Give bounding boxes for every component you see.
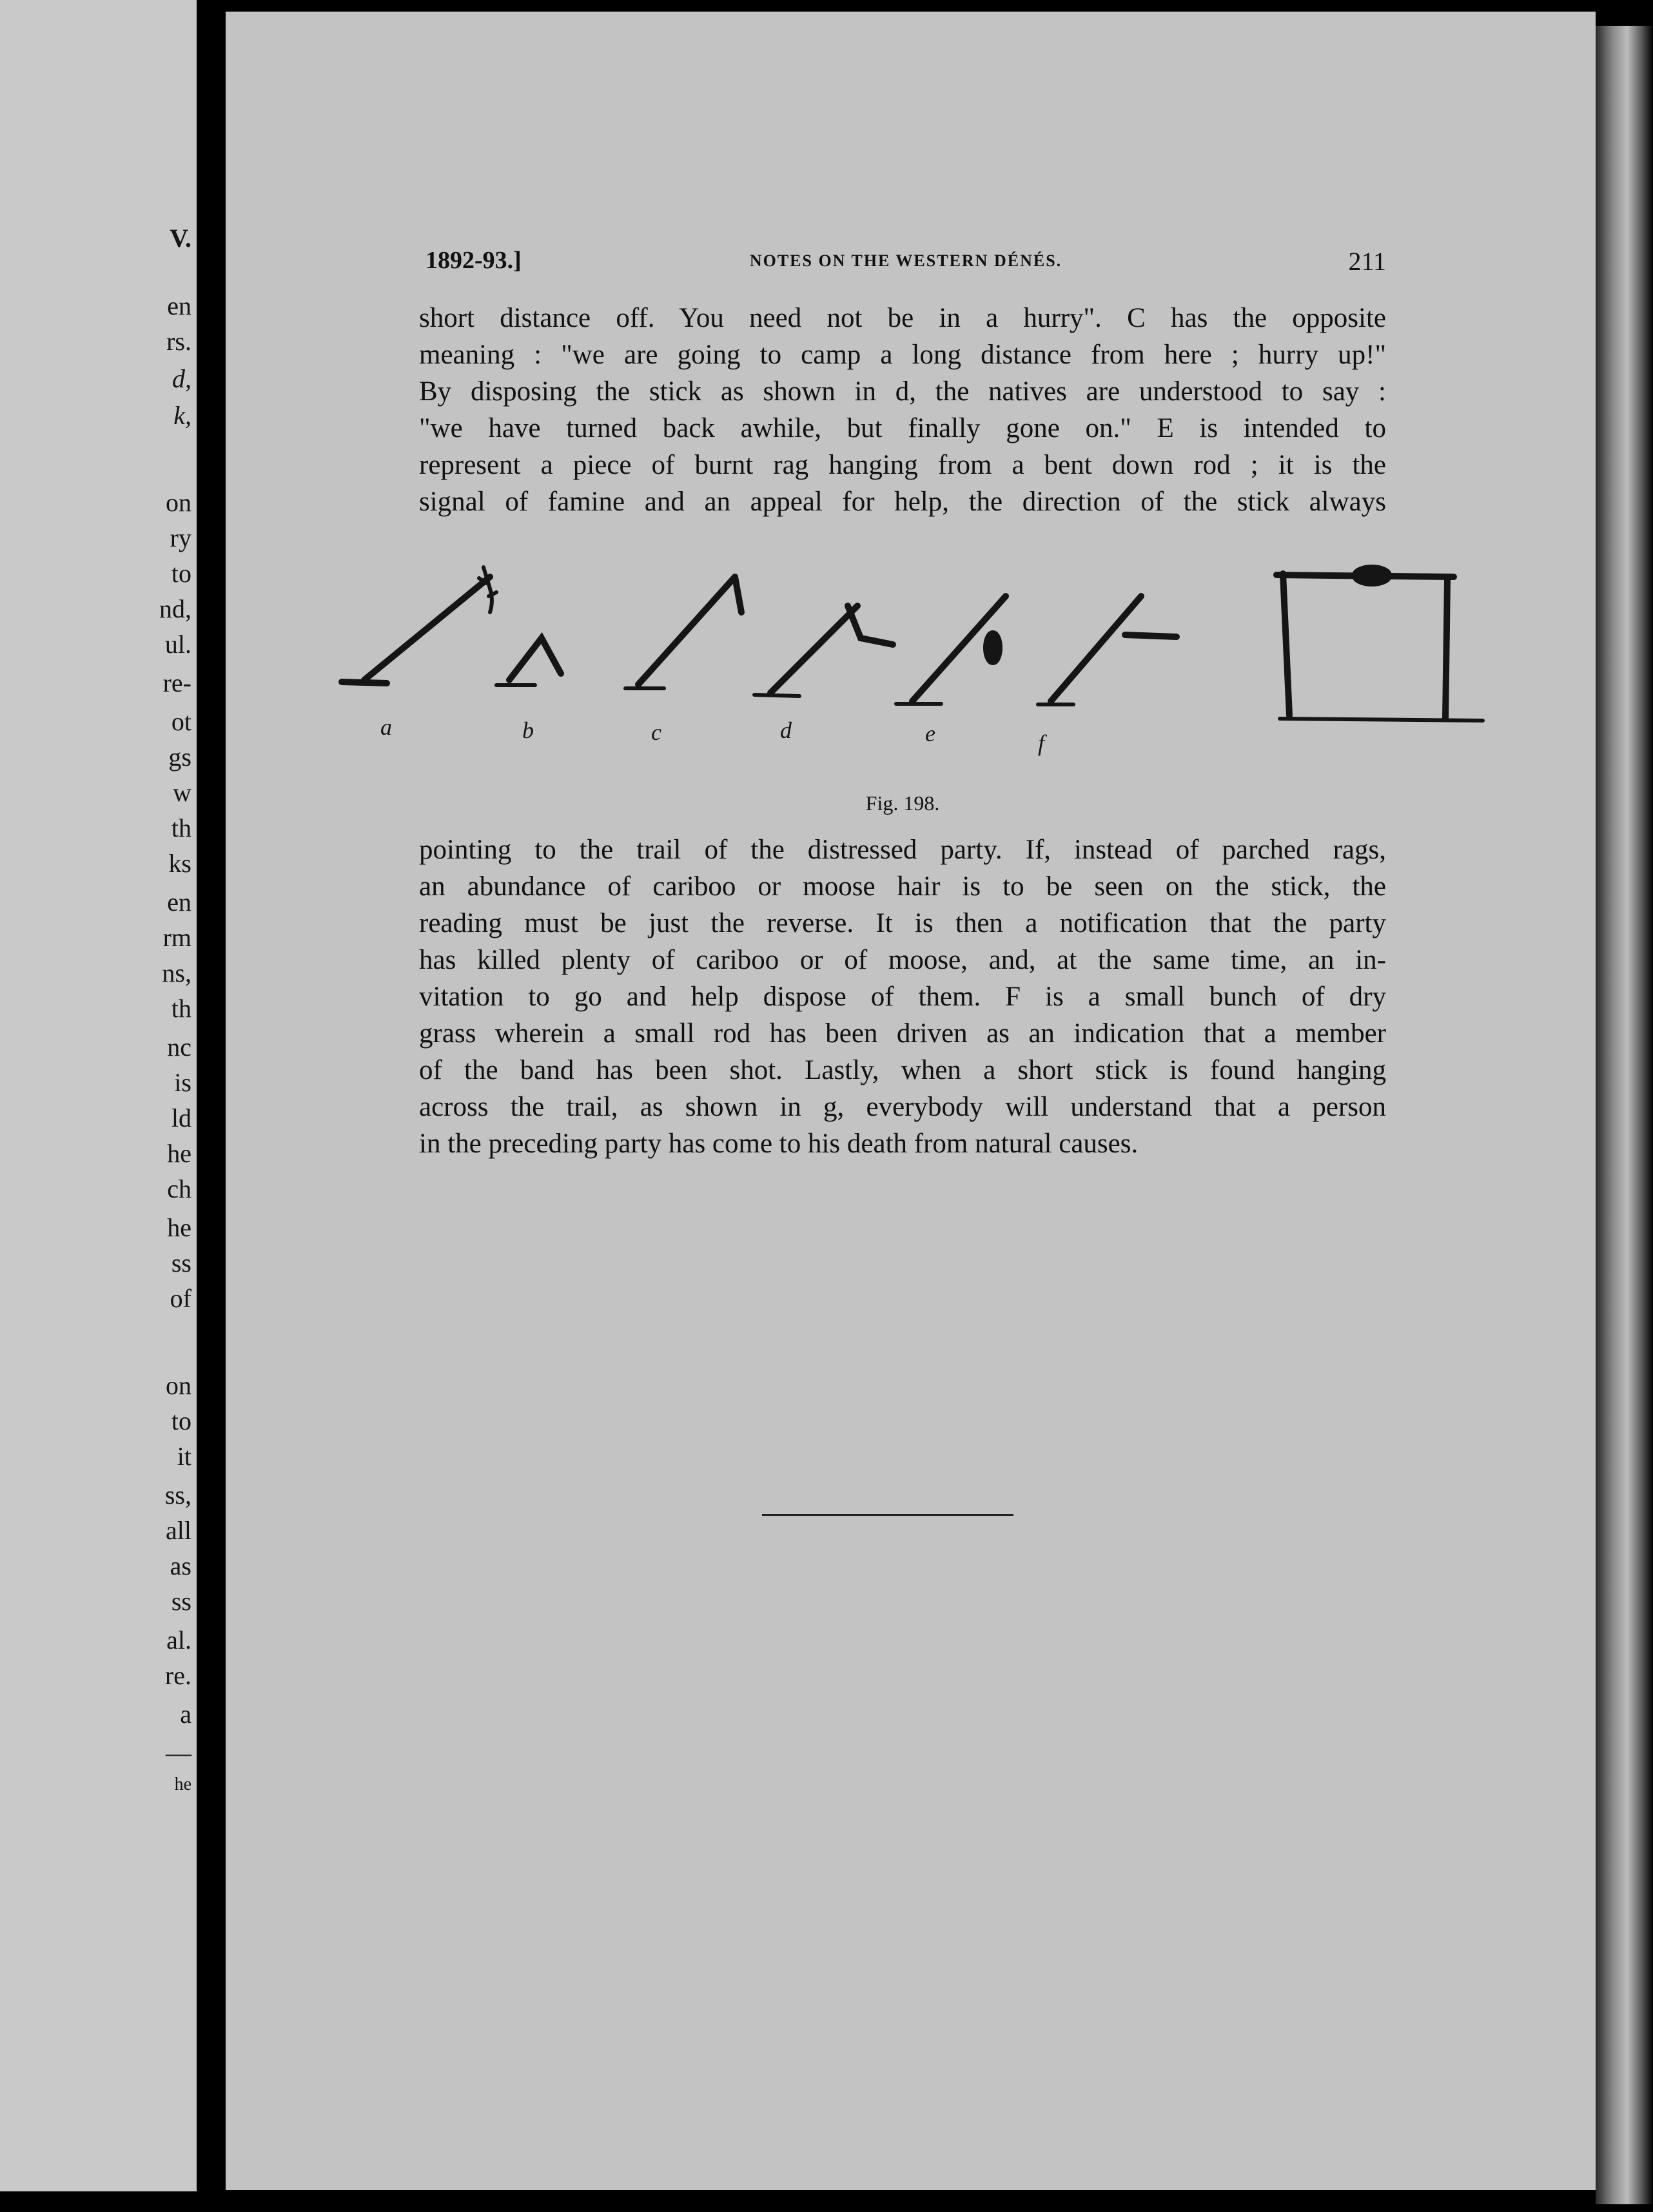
text-line: "we have turned back awhile, but finally gone on." E is intended to <box>419 413 1386 443</box>
left-page-fragment: en <box>167 888 191 917</box>
figure-label-d: d <box>780 717 792 743</box>
left-page-fragment: ry <box>170 523 191 552</box>
left-page-fragment: ld <box>171 1103 191 1132</box>
left-page-fragment: ss <box>171 1248 191 1277</box>
left-page-fragment: ns, <box>162 958 191 987</box>
left-page-fragment: nd, <box>159 594 191 623</box>
left-page-fragment: al. <box>166 1625 191 1654</box>
left-page-fragment: to <box>171 1406 191 1435</box>
left-page-fragment: he <box>167 1213 191 1242</box>
left-page-fragment: V. <box>170 224 191 253</box>
stick-sign-b <box>496 638 561 685</box>
text-line: represent a piece of burnt rag hanging from a bent down rod ; it is the <box>419 450 1386 480</box>
left-page-fragment: ul. <box>164 630 191 659</box>
header-title: NOTES ON THE WESTERN DÉNÉS. <box>749 251 1062 270</box>
text-line: in the preceding party has come to his death from natural causes. <box>419 1129 1139 1159</box>
figure-198 <box>322 535 1509 793</box>
stick-sign-e <box>896 596 1006 704</box>
left-page-fragment: re- <box>162 668 191 697</box>
stick-sign-d <box>754 606 893 696</box>
running-header <box>425 244 1386 282</box>
text-line: reading must be just the reverse. It is then a notification that the party <box>419 908 1386 938</box>
figure-label-b: b <box>522 717 534 743</box>
left-page-fragment: rm <box>162 923 191 952</box>
header-year: 1892-93.] <box>425 247 522 274</box>
text-line: has killed plenty of cariboo or of moose, and, at the same time, an in- <box>419 945 1386 975</box>
left-page-fragment: as <box>170 1551 191 1580</box>
stick-signs-illustration <box>322 535 1509 793</box>
left-page-fragment: ks <box>168 849 191 878</box>
text-line: short distance off. You need not be in a hurry". C has the opposite <box>419 303 1386 333</box>
stick-sign-f <box>1038 596 1177 704</box>
left-page-fragment: is <box>174 1068 191 1097</box>
left-page-fragment: w <box>173 778 191 807</box>
left-page-fragment: he <box>174 1774 191 1794</box>
figure-label-c: c <box>651 719 661 745</box>
left-page-fragment: d, <box>172 364 191 393</box>
figure-label-e: e <box>925 721 935 746</box>
left-page-fragment: k, <box>173 401 191 430</box>
left-page-fragment: en <box>167 291 191 320</box>
page-number: 211 <box>1348 247 1386 276</box>
left-page-fragment: gs <box>168 742 191 771</box>
stick-sign-c <box>625 577 741 688</box>
left-page-fragment: nc <box>167 1033 191 1062</box>
stick-sign-a <box>342 567 496 683</box>
left-page-fragment: th <box>171 994 191 1023</box>
text-line: By disposing the stick as shown in d, the natives are understood to say : <box>419 376 1386 407</box>
left-page-fragment: all <box>166 1516 191 1545</box>
left-page-fragment: — <box>166 1738 191 1767</box>
figure-caption: Fig. 198. <box>865 791 940 815</box>
text-line: signal of famine and an appeal for help, the direction of the stick always <box>419 487 1386 517</box>
left-page-fragment: ot <box>171 707 191 736</box>
left-page-fragment: it <box>177 1442 191 1471</box>
left-page-fragment: th <box>171 813 191 842</box>
figure-label-f: f <box>1038 730 1045 756</box>
text-line: of the band has been shot. Lastly, when a short stick is found hanging <box>419 1055 1386 1085</box>
left-page-fragment: re. <box>164 1661 191 1690</box>
left-page-fragment: on <box>166 488 191 517</box>
left-page-fragment: a <box>180 1700 191 1729</box>
left-page-fragment: ss, <box>164 1480 191 1509</box>
left-page-fragment: ss <box>171 1587 191 1616</box>
page-stack-edge <box>1596 26 1653 2204</box>
stick-sign-g <box>1276 568 1483 721</box>
paragraph-bottom <box>419 831 1386 1162</box>
text-line: an abundance of cariboo or moose hair is to be seen on the stick, the <box>419 871 1386 902</box>
left-page-fragment: of <box>170 1284 191 1313</box>
text-line: across the trail, as shown in g, everybody will understand that a person <box>419 1092 1386 1122</box>
text-line: pointing to the trail of the distressed party. If, instead of parched rags, <box>419 835 1386 865</box>
figure-label-a: a <box>380 714 392 740</box>
text-line: grass wherein a small rod has been driven as an indication that a member <box>419 1018 1386 1049</box>
left-page-fragment: on <box>166 1371 191 1400</box>
left-page-fragment: to <box>171 559 191 588</box>
text-line: vitation to go and help dispose of them. F is a small bunch of dry <box>419 982 1386 1012</box>
paragraph-top <box>419 300 1386 520</box>
end-rule <box>762 1514 1013 1516</box>
left-page-fragment: ch <box>167 1174 191 1203</box>
previous-page-edge <box>0 0 197 2191</box>
left-page-fragment: he <box>167 1139 191 1168</box>
left-page-fragment: rs. <box>166 327 191 356</box>
text-line: meaning : "we are going to camp a long distance from here ; hurry up!" <box>419 340 1386 370</box>
